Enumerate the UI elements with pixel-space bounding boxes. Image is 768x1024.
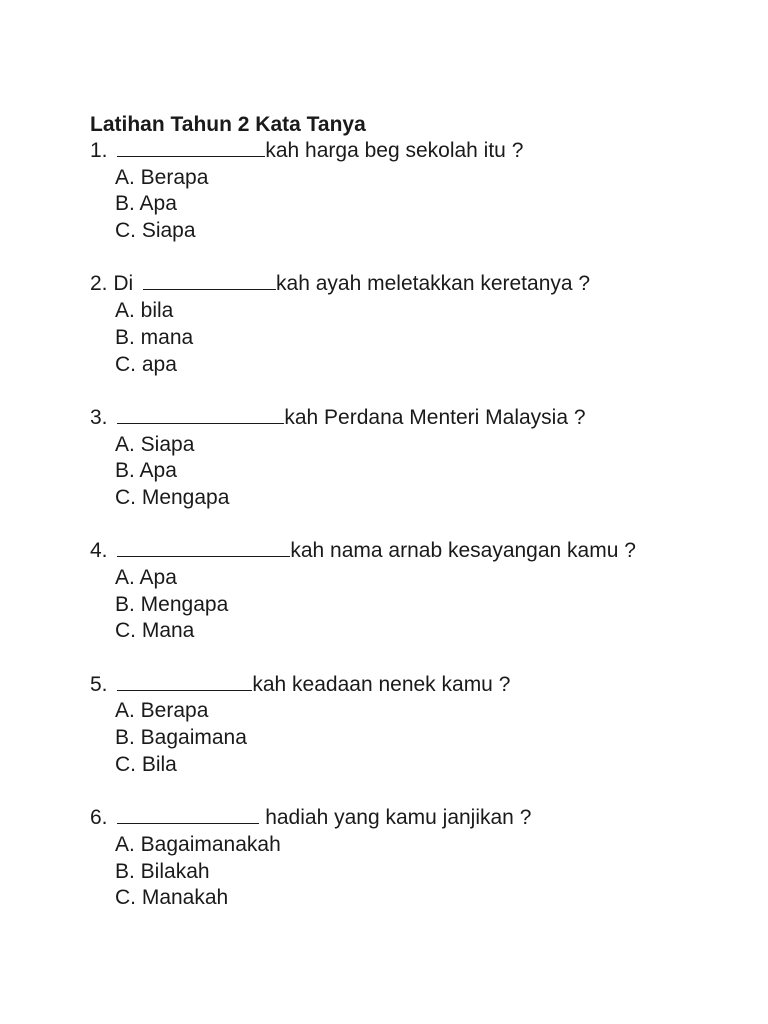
option-c[interactable]: C. Bila bbox=[115, 752, 177, 776]
question-line bbox=[90, 405, 730, 432]
option-b[interactable]: B. mana bbox=[115, 325, 194, 349]
option-a[interactable]: A. Berapa bbox=[115, 165, 209, 189]
question-text: kah ayah meletakkan keretanya ? bbox=[276, 272, 591, 296]
option-c[interactable]: C. Manakah bbox=[115, 886, 229, 910]
option-b[interactable]: B. Bagaimana bbox=[115, 726, 247, 750]
question-text: kah harga beg sekolah itu ? bbox=[265, 139, 524, 162]
option-b[interactable]: B. Mengapa bbox=[115, 592, 229, 616]
answer-blank[interactable] bbox=[143, 271, 276, 290]
question-number: 2. bbox=[90, 272, 108, 296]
option-b[interactable]: B. Bilakah bbox=[115, 859, 210, 883]
option-list bbox=[90, 432, 730, 512]
answer-blank[interactable] bbox=[117, 672, 252, 691]
option-a[interactable]: A. bila bbox=[115, 299, 174, 323]
question-2 bbox=[90, 271, 730, 378]
question-line bbox=[90, 805, 730, 832]
question-number: 1. bbox=[90, 139, 108, 162]
answer-blank[interactable] bbox=[117, 538, 290, 557]
question-line bbox=[90, 672, 730, 699]
question-number: 3. bbox=[90, 405, 108, 429]
option-a[interactable]: A. Bagaimanakah bbox=[115, 832, 281, 856]
question-4 bbox=[90, 538, 730, 645]
option-c[interactable]: C. apa bbox=[115, 352, 177, 376]
option-a[interactable]: A. Apa bbox=[115, 566, 177, 589]
question-number: 6. bbox=[90, 806, 108, 830]
worksheet bbox=[90, 111, 730, 912]
option-a[interactable]: A. Siapa bbox=[115, 432, 195, 456]
answer-blank[interactable] bbox=[117, 805, 259, 824]
question-text: kah keadaan nenek kamu ? bbox=[252, 672, 511, 696]
option-c[interactable]: C. Siapa bbox=[115, 219, 196, 243]
option-list bbox=[90, 298, 730, 378]
question-prefix: Di bbox=[113, 272, 134, 296]
option-b[interactable]: B. Apa bbox=[115, 192, 177, 216]
option-list bbox=[90, 698, 730, 778]
option-list bbox=[90, 565, 730, 645]
option-list bbox=[90, 165, 730, 245]
question-3 bbox=[90, 405, 730, 512]
question-6 bbox=[90, 805, 730, 912]
answer-blank[interactable] bbox=[117, 405, 284, 424]
question-number: 5. bbox=[90, 672, 108, 696]
question-number: 4. bbox=[90, 539, 108, 563]
option-b[interactable]: B. Apa bbox=[115, 459, 177, 483]
option-c[interactable]: C. Mana bbox=[115, 619, 195, 643]
question-5 bbox=[90, 672, 730, 779]
question-text: hadiah yang kamu janjikan ? bbox=[259, 806, 532, 830]
worksheet-title: Latihan Tahun 2 Kata Tanya bbox=[90, 113, 366, 136]
answer-blank[interactable] bbox=[117, 138, 265, 157]
question-1 bbox=[90, 138, 730, 245]
question-text: kah Perdana Menteri Malaysia ? bbox=[284, 405, 586, 429]
question-line bbox=[90, 538, 730, 565]
option-list bbox=[90, 832, 730, 912]
option-c[interactable]: C. Mengapa bbox=[115, 485, 230, 509]
option-a[interactable]: A. Berapa bbox=[115, 699, 209, 723]
question-line bbox=[90, 138, 730, 165]
question-line bbox=[90, 271, 730, 298]
question-text: kah nama arnab kesayangan kamu ? bbox=[290, 539, 636, 563]
